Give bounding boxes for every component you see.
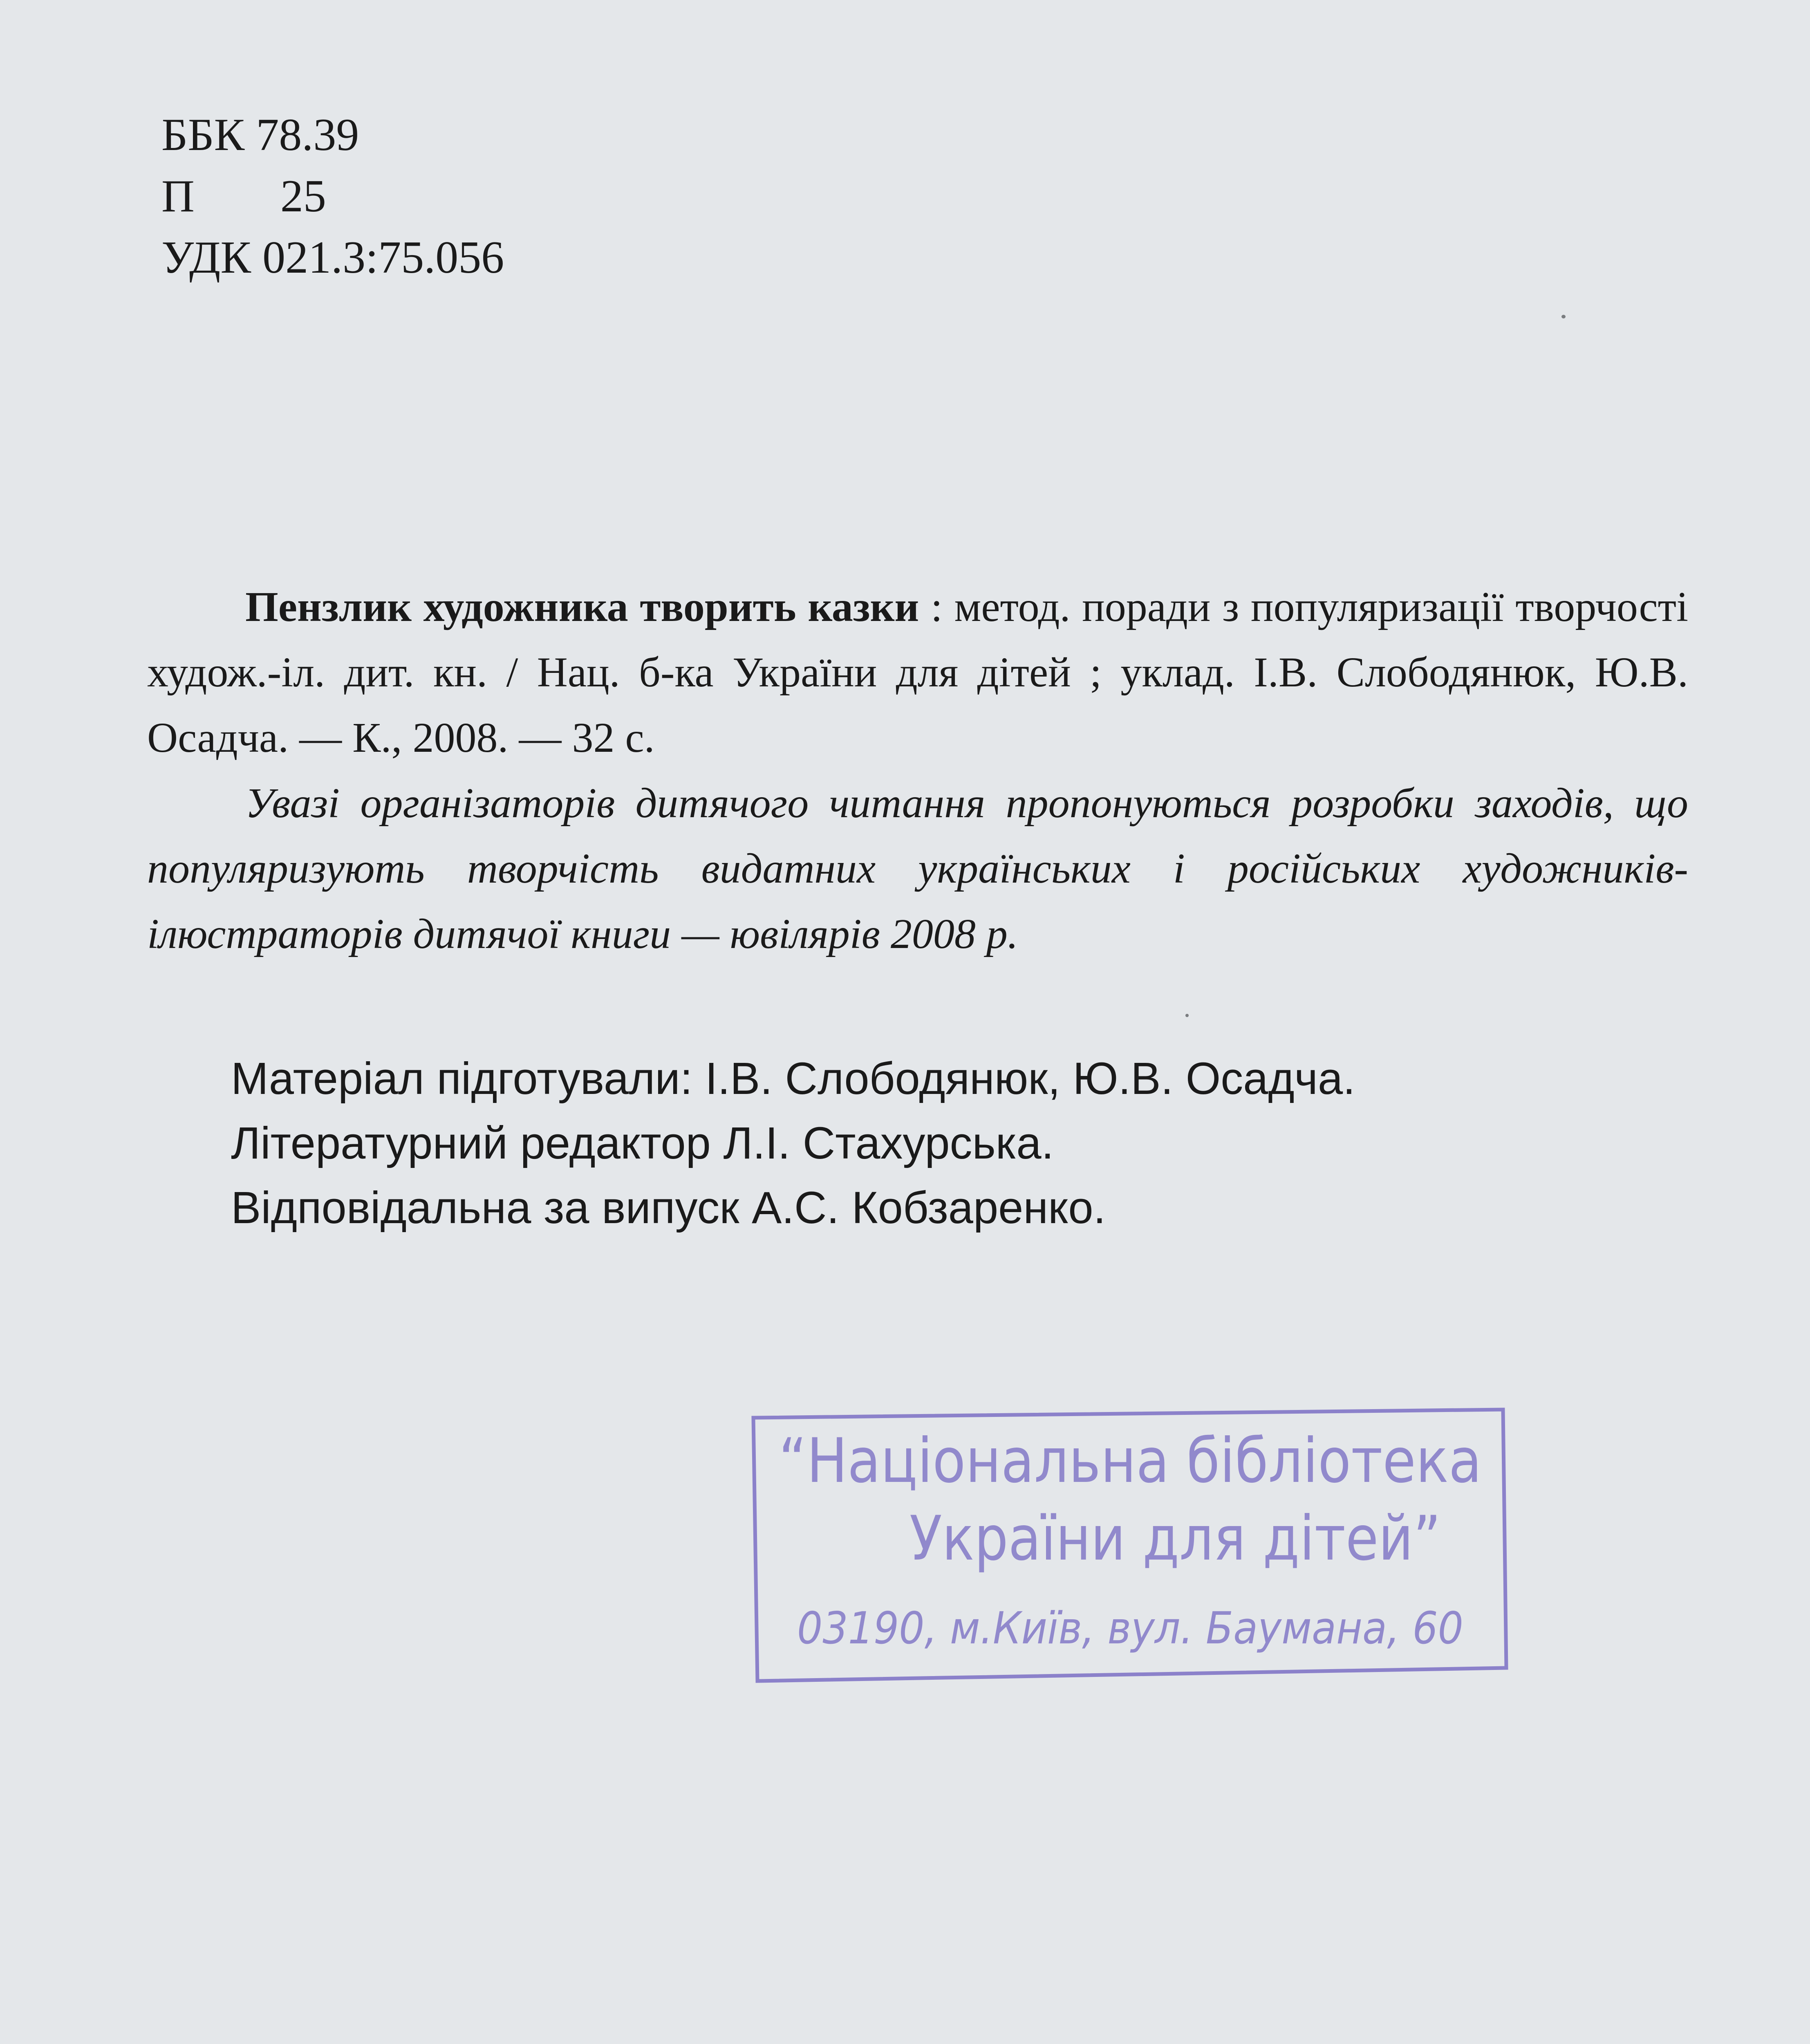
bibliographic-annotation <box>147 574 1688 967</box>
udk-value: 021.3:75.056 <box>262 232 504 283</box>
bibliographic-details: : метод. поради з популяризації творчості худож.-іл. дит. кн. / Нац. б-ка України для дітей ; уклад. І.В. Слободянюк, Ю.В. Осадча. — К., 2008. — 32 с. <box>147 583 1688 761</box>
bbk-code <box>161 104 504 166</box>
udk-code <box>161 227 504 288</box>
stamp-graphic <box>750 1406 1510 1692</box>
bibliographic-record <box>147 574 1688 771</box>
author-sign-value: 25 <box>280 171 326 222</box>
udk-label: УДК <box>161 232 251 283</box>
annotation-summary: Увазі організаторів дитячого читання пропонуються розробки заходів, що популяризують творчість видатних українських і російських художників-ілюстраторів дитячої книги — ювілярів 2008 р. <box>147 780 1688 957</box>
bbk-value: 78.39 <box>256 110 359 160</box>
library-stamp <box>750 1406 1510 1692</box>
author-sign-label: П <box>161 171 195 222</box>
prepared-by-line: Матеріал підготували: І.В. Слободянюк, Ю.В. Осадча. <box>231 1053 1355 1104</box>
book-title: Пензлик художника творить казки <box>245 583 919 630</box>
stamp-line-3: 03190, м.Київ, вул. Баумана, 60 <box>797 1603 1463 1654</box>
stamp-line-2: України для дітей” <box>909 1503 1441 1574</box>
author-sign <box>161 166 504 227</box>
bbk-label: ББК <box>161 110 245 160</box>
stamp-line-1: “Національна бібліотека <box>779 1425 1482 1497</box>
responsible-line: Відповідальна за випуск А.С. Кобзаренко. <box>231 1183 1106 1233</box>
scan-speck <box>1561 315 1566 318</box>
literary-editor-line: Літературний редактор Л.І. Стахурська. <box>231 1118 1054 1168</box>
classification-codes <box>161 104 504 288</box>
credits-block <box>231 1047 1355 1240</box>
scan-speck <box>1185 1014 1189 1017</box>
